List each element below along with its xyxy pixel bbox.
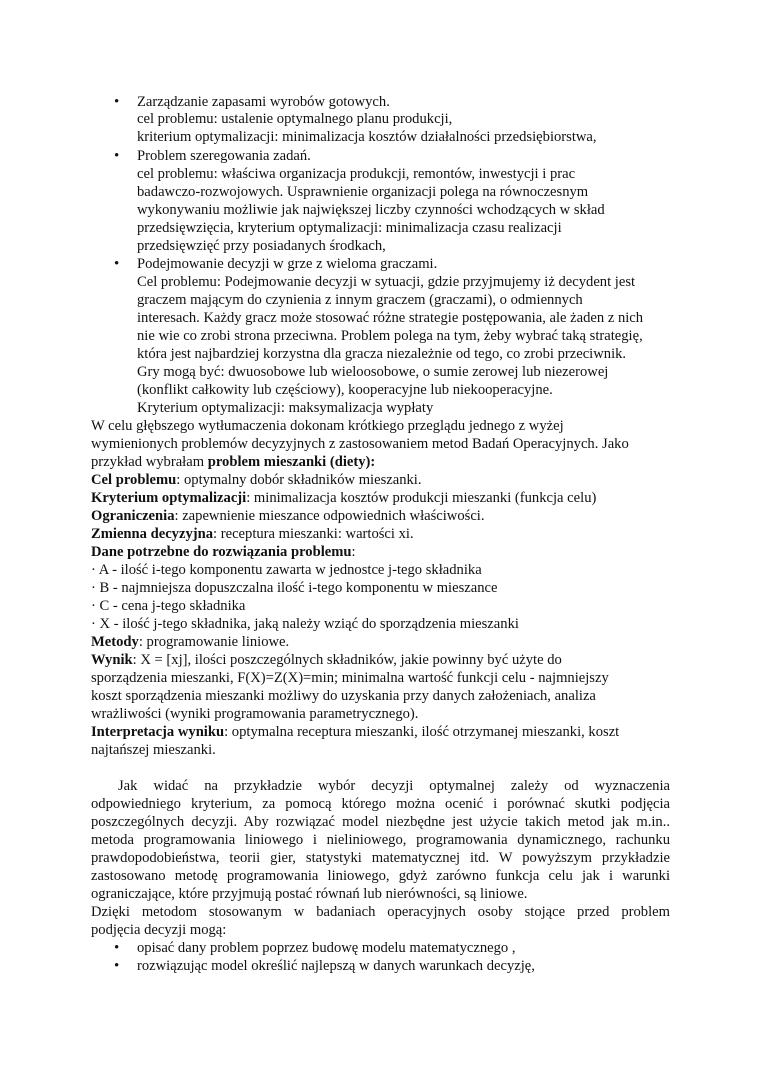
conclusion-line xyxy=(91,814,670,831)
list-item-line: przedsięwzięcia, kryterium optymalizacji: minimalizacja czasu realizacji xyxy=(137,220,562,236)
list-item-line: nie wie co zrobi strona przeciwna. Problem polega na tym, żeby wybrać taką strategię, xyxy=(137,328,643,344)
benefit-item: opisać dany problem poprzez budowę modelu matematycznego , xyxy=(137,940,516,956)
definition-text: : optymalna receptura mieszanki, ilość otrzymanej mieszanki, koszt xyxy=(224,724,620,740)
definition-label: Ograniczenia xyxy=(91,508,175,524)
conclusion-line xyxy=(118,778,670,795)
bullet-icon: • xyxy=(114,148,120,164)
list-item-line: interesach. Każdy gracz może stosować różne strategie postępowania, ale żaden z nich xyxy=(137,310,644,326)
list-item-line: cel problemu: właściwa organizacja produkcji, remontów, inwestycji i prac xyxy=(137,166,576,182)
interpretacja-line: najtańszej mieszanki. xyxy=(91,742,216,758)
wynik-line: sporządzenia mieszanki, F(X)=Z(X)=min; minimalna wartość funkcji celu - najmniejszy xyxy=(91,670,609,686)
list-item-line: przedsięwzięć przy posiadanych środkach, xyxy=(137,238,386,254)
bullet-icon: • xyxy=(114,94,120,110)
list-item-title: Problem szeregowania zadań. xyxy=(137,148,311,164)
definition-text: : receptura mieszanki: wartości xi. xyxy=(213,526,414,542)
definition-interpretacja xyxy=(91,724,619,741)
list-item-title: Podejmowanie decyzji w grze z wieloma graczami. xyxy=(137,256,438,272)
list-item-line: wykonywaniu możliwie jak największej liczby czynności wchodzących w skład xyxy=(137,202,605,218)
definition-label: Metody xyxy=(91,634,139,650)
definition-wynik xyxy=(91,652,562,669)
conclusion-line xyxy=(91,868,670,885)
conclusion-text: Jak widać na przykładzie wybór decyzji optymalnej zależy od wyznaczenia xyxy=(118,778,670,794)
intro-line: wymienionych problemów decyzyjnych z zastosowaniem metod Badań Operacyjnych. Jako xyxy=(91,436,629,452)
definition-text: : zapewnienie mieszance odpowiednich właściwości. xyxy=(174,508,485,524)
conclusion-line xyxy=(91,796,670,813)
list-item-line: graczem mającym do czynienia z innym graczem (graczami), o odmiennych xyxy=(137,292,583,308)
definition-kryterium xyxy=(91,490,596,507)
benefits-text: Dzięki metodom stosowanym w badaniach operacyjnych osoby stojące przed problem xyxy=(91,904,670,920)
intro-text: przykład wybrałam xyxy=(91,454,208,470)
conclusion-text: poszczególnych decyzji. Aby rozwiązać model niezbędne jest użycie takich metod jak m.in.. xyxy=(91,814,670,830)
intro-bold: problem mieszanki (diety): xyxy=(207,454,376,470)
wynik-line: wrażliwości (wyniki programowania parametrycznego). xyxy=(91,706,419,722)
conclusion-line: ograniczające, które przyjmują postać równań lub nierówności, są liniowe. xyxy=(91,886,528,902)
wynik-line: koszt sporządzenia mieszanki możliwy do uzyskania przy danych założeniach, analiza xyxy=(91,688,596,704)
dane-item: · A - ilość i-tego komponentu zawarta w jednostce j-tego składnika xyxy=(91,562,482,578)
conclusion-text: prawdopodobieństwa, teorii gier, statystyki matematycznej itd. W powyższym przykładzie xyxy=(91,850,670,866)
definition-zmienna xyxy=(91,526,414,543)
bullet-icon: • xyxy=(114,940,120,956)
definition-label: Zmienna decyzyjna xyxy=(91,526,214,542)
list-item-line: (konflikt całkowity lub częściowy), kooperacyjne lub niekooperacyjne. xyxy=(137,382,553,398)
definition-label: Wynik xyxy=(91,652,133,668)
definition-cel xyxy=(91,472,422,489)
definition-text: : minimalizacja kosztów produkcji mieszanki (funkcja celu) xyxy=(246,490,597,506)
list-item-line: cel problemu: ustalenie optymalnego planu produkcji, xyxy=(137,111,453,127)
dane-item: · X - ilość j-tego składnika, jaką należy wziąć do sporządzenia mieszanki xyxy=(91,616,519,632)
bullet-icon: • xyxy=(114,256,120,272)
definition-label: Dane potrzebne do rozwiązania problemu xyxy=(91,544,352,560)
conclusion-line xyxy=(91,832,670,849)
benefit-item: rozwiązując model określić najlepszą w danych warunkach decyzję, xyxy=(137,958,535,974)
definition-label: Cel problemu xyxy=(91,472,177,488)
dane-item: · B - najmniejsza dopuszczalna ilość i-tego komponentu w mieszance xyxy=(91,580,498,596)
intro-line: W celu głębszego wytłumaczenia dokonam krótkiego przeglądu jednego z wyżej xyxy=(91,418,564,434)
conclusion-text: odpowiedniego kryterium, za pomocą którego można ocenić i porównać skutki podjęcia xyxy=(91,796,670,812)
benefits-line xyxy=(91,904,670,921)
list-item-line: Gry mogą być: dwuosobowe lub wieloosobowe, o sumie zerowej lub niezerowej xyxy=(137,364,609,380)
list-item-line: badawczo-rozwojowych. Usprawnienie organizacji polega na równoczesnym xyxy=(137,184,589,200)
dane-item: · C - cena j-tego składnika xyxy=(91,598,246,614)
list-item-title: Zarządzanie zapasami wyrobów gotowych. xyxy=(137,94,390,110)
conclusion-text: metoda programowania liniowego i nieliniowego, programowania dynamicznego, rachunku xyxy=(91,832,670,848)
list-item-line: Cel problemu: Podejmowanie decyzji w sytuacji, gdzie przyjmujemy iż decydent jest xyxy=(137,274,636,290)
list-item-line: która jest najbardziej korzystna dla gracza niezależnie od tego, co zrobi przeciwnik. xyxy=(137,346,627,362)
definition-label: Interpretacja wyniku xyxy=(91,724,225,740)
definition-text: : optymalny dobór składników mieszanki. xyxy=(176,472,422,488)
definition-ograniczenia xyxy=(91,508,485,525)
list-item-line: Kryterium optymalizacji: maksymalizacja wypłaty xyxy=(137,400,434,416)
definition-dane xyxy=(91,544,356,561)
benefits-line: podjęcia decyzji mogą: xyxy=(91,922,227,938)
list-item-line: kriterium optymalizacji: minimalizacja kosztów działalności przedsiębiorstwa, xyxy=(137,129,597,145)
conclusion-text: zastosowano metodę programowania liniowego, gdyż zarówno funkcja celu jak i warunki xyxy=(91,868,670,884)
definition-label: Kryterium optymalizacji xyxy=(91,490,247,506)
intro-line xyxy=(91,454,375,471)
bullet-icon: • xyxy=(114,958,120,974)
definition-text: : xyxy=(351,544,356,560)
definition-text: : programowanie liniowe. xyxy=(138,634,290,650)
conclusion-line xyxy=(91,850,670,867)
definition-metody xyxy=(91,634,289,651)
definition-text: : X = [xj], ilości poszczególnych składników, jakie powinny być użyte do xyxy=(132,652,562,668)
